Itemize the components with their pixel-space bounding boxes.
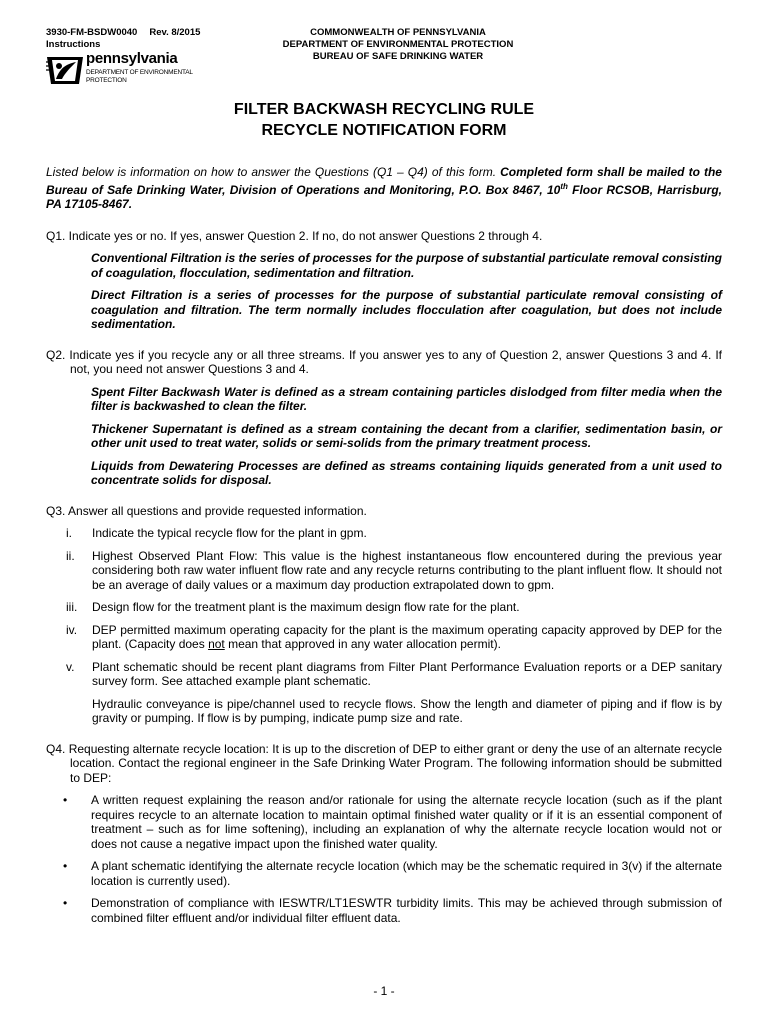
logo-subtitle bbox=[86, 69, 193, 85]
agency-line-2: DEPARTMENT OF ENVIRONMENTAL PROTECTION bbox=[282, 39, 514, 50]
q3-text: Q3. Answer all questions and provide requested information. bbox=[46, 503, 367, 518]
q4-bullet-text: Demonstration of compliance with IESWTR/LT1ESWTR turbidity limits. This may be achieved through submission of combined filter effluent and/or individual filter effluent data. bbox=[91, 896, 722, 925]
logo-word: pennsylvania bbox=[86, 50, 178, 67]
pa-dep-logo bbox=[46, 50, 216, 90]
q4-text: Q4. Requesting alternate recycle location: It is up to the discretion of DEP to either grant or deny the use of an alternate recycle location. Contact the regional engineer in the Safe Drinking Water Program. The following information should be submitted to DEP: bbox=[46, 741, 722, 785]
instructions-body bbox=[46, 165, 722, 925]
intro-bold-a: Completed form shall be mailed to the Bureau of Safe Drinking Water, Division of Operations and Monitoring, P.O. Box 8467, 10 bbox=[46, 165, 722, 197]
agency-line-3: BUREAU OF SAFE DRINKING WATER bbox=[312, 51, 484, 62]
q3-item-i bbox=[66, 526, 722, 541]
form-number: 3930-FM-BSDW0040 bbox=[46, 27, 138, 38]
intro-sup: th bbox=[560, 181, 568, 191]
q3-iv-text-b: mean that approved in any water allocation permit). bbox=[224, 637, 501, 651]
q3-item-num: iii. bbox=[66, 600, 78, 614]
keystone-icon bbox=[46, 54, 84, 88]
q3-iv-text-a: DEP permitted maximum operating capacity for the plant is the maximum operating capacity approved by DEP for the plant. (Capacity does bbox=[92, 622, 722, 651]
q3-item-text: Indicate the typical recycle flow for the plant in gpm. bbox=[92, 526, 367, 540]
page-number: - 1 - bbox=[373, 984, 395, 998]
q3-item-text: Plant schematic should be recent plant diagrams from Filter Plant Performance Evaluation reports or a DEP sanitary survey form. See attached example plant schematic. bbox=[92, 659, 722, 688]
intro-plain: Listed below is information on how to answer the Questions (Q1 – Q4) of this form. bbox=[46, 165, 501, 179]
q2-def-dewatering: Liquids from Dewatering Processes are defined as streams containing liquids generated from a unit used to concentrate solids for disposal. bbox=[91, 458, 722, 487]
q3-item-text bbox=[92, 623, 722, 652]
doc-type: Instructions bbox=[46, 39, 101, 50]
q3-item-num: v. bbox=[66, 659, 75, 674]
q2-def-thickener: Thickener Supernatant is defined as a stream containing the decant from a clarifier, sedimentation basin, or other unit used to treat water, solids or semi-solids from the primary treatment process. bbox=[91, 421, 722, 450]
agency-line-1: COMMONWEALTH OF PENNSYLVANIA bbox=[310, 27, 486, 38]
logo-sub-line-1: DEPARTMENT OF ENVIRONMENTAL bbox=[86, 69, 193, 76]
q4-bullet-text: A written request explaining the reason and/or rationale for using the alternate recycle location (such as if the plant requires recycle to an alternate location to maintain optimal finished water quality or if it is an essential component of treatment – such as for lime softening), including an explanation of why the alternate recycle location would not or does not cause a negative impact upon the finished water quality. bbox=[91, 793, 722, 851]
q3-item-iv bbox=[66, 623, 722, 652]
q2-def-backwash: Spent Filter Backwash Water is defined as a stream containing particles dislodged from filter media when the filter is backwashed to clean the filter. bbox=[91, 384, 722, 413]
bullet-icon: • bbox=[63, 859, 68, 873]
q1-def-conventional: Conventional Filtration is the series of processes for the purpose of substantial particulate removal consisting of coagulation, flocculation, sedimentation and filtration. bbox=[91, 251, 722, 280]
q3-iv-underlined: not bbox=[208, 637, 225, 651]
title-line-2: RECYCLE NOTIFICATION FORM bbox=[261, 122, 507, 139]
q4-bullet bbox=[63, 793, 722, 851]
q4-bullet bbox=[63, 896, 722, 925]
q3-item-num: ii. bbox=[66, 548, 75, 563]
form-title bbox=[0, 99, 768, 141]
q4-bullet-text: A plant schematic identifying the alternate recycle location (which may be the schematic required in 3(v) if the alternate location is currently used). bbox=[91, 859, 722, 888]
q4-bullet bbox=[63, 859, 722, 888]
bullet-icon: • bbox=[63, 793, 68, 807]
intro-bold-b: Floor RCSOB, Harrisburg, PA 17105-8467. bbox=[46, 182, 722, 211]
q2-text: Q2. Indicate yes if you recycle any or all three streams. If you answer yes to any of Question 2, answer Questions 3 and 4. If not, you need not answer Questions 3 and 4. bbox=[46, 347, 722, 376]
form-id-block bbox=[46, 27, 200, 51]
q3-item-v bbox=[66, 660, 722, 689]
intro-paragraph bbox=[46, 165, 722, 212]
q3-item-ii bbox=[66, 549, 722, 593]
q3-item-text: Design flow for the treatment plant is the maximum design flow rate for the plant. bbox=[92, 600, 520, 614]
bullet-icon: • bbox=[63, 896, 68, 910]
q3-item-text: Highest Observed Plant Flow: This value is the highest instantaneous flow encountered during the previous year considering both raw water influent flow rate and any recycle returns contributing to the plant influent flow. It should not be an average of daily values or a maximum day production extrapolated down to gpm. bbox=[92, 548, 722, 592]
title-line-1: FILTER BACKWASH RECYCLING RULE bbox=[233, 101, 535, 118]
q3-hydraulic-note: Hydraulic conveyance is pipe/channel used to recycle flows. Show the length and diameter of piping and if flow is by gravity or pumping. If flow is by pumping, indicate pump size and rate. bbox=[92, 696, 722, 725]
q1-text: Q1. Indicate yes or no. If yes, answer Question 2. If no, do not answer Questions 2 through 4. bbox=[46, 228, 543, 243]
q1-def-direct: Direct Filtration is a series of processes for the purpose of substantial particulate removal consisting of coagulation and filtration. The term normally includes flocculation after coagulation, but does not include sedimentation. bbox=[91, 288, 722, 331]
q3-item-num: iv. bbox=[66, 622, 78, 637]
agency-header bbox=[218, 27, 578, 63]
logo-sub-line-2: PROTECTION bbox=[86, 77, 127, 84]
q3-item-num: i. bbox=[66, 526, 72, 540]
q3-item-iii bbox=[66, 600, 722, 615]
revision: Rev. 8/2015 bbox=[149, 27, 201, 38]
